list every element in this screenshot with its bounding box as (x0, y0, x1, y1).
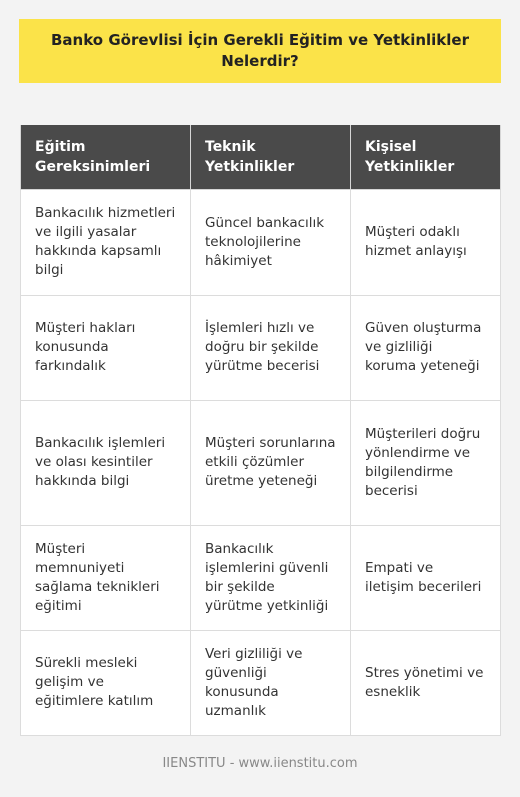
header-education: Eğitim Gereksinimleri (21, 125, 191, 189)
title-banner (19, 19, 501, 83)
header-technical: Teknik Yetkinlikler (191, 125, 351, 189)
table-cell: Müşteri sorunlarına etkili çözümler üretme yeteneği (191, 400, 351, 525)
table-cell: Empati ve iletişim becerileri (351, 525, 501, 630)
table-cell: Güven oluşturma ve gizliliği koruma yeteneği (351, 295, 501, 400)
competency-table (20, 125, 501, 736)
table-header-row (21, 125, 501, 189)
footer-attribution: IIENSTITU - www.iienstitu.com (162, 756, 358, 771)
table-cell: Bankacılık hizmetleri ve ilgili yasalar hakkında kapsamlı bilgi (21, 189, 191, 295)
table-row (21, 189, 501, 295)
table-row (21, 295, 501, 400)
table-row (21, 630, 501, 735)
table-row (21, 400, 501, 525)
table-cell: İşlemleri hızlı ve doğru bir şekilde yürütme becerisi (191, 295, 351, 400)
table-row (21, 525, 501, 630)
table-cell: Bankacılık işlemleri ve olası kesintiler hakkında bilgi (21, 400, 191, 525)
header-personal: Kişisel Yetkinlikler (351, 125, 501, 189)
table-cell: Müşterileri doğru yönlendirme ve bilgilendirme becerisi (351, 400, 501, 525)
page-title: Banko Görevlisi İçin Gerekli Eğitim ve Yetkinlikler Nelerdir? (51, 31, 469, 70)
table-cell: Müşteri memnuniyeti sağlama teknikleri eğitimi (21, 525, 191, 630)
table-cell: Bankacılık işlemlerini güvenli bir şekilde yürütme yetkinliği (191, 525, 351, 630)
table-cell: Veri gizliliği ve güvenliği konusunda uzmanlık (191, 630, 351, 735)
table-cell: Müşteri odaklı hizmet anlayışı (351, 189, 501, 295)
table-cell: Güncel bankacılık teknolojilerine hâkimiyet (191, 189, 351, 295)
table-cell: Müşteri hakları konusunda farkındalık (21, 295, 191, 400)
table-cell: Stres yönetimi ve esneklik (351, 630, 501, 735)
table-cell: Sürekli mesleki gelişim ve eğitimlere katılım (21, 630, 191, 735)
